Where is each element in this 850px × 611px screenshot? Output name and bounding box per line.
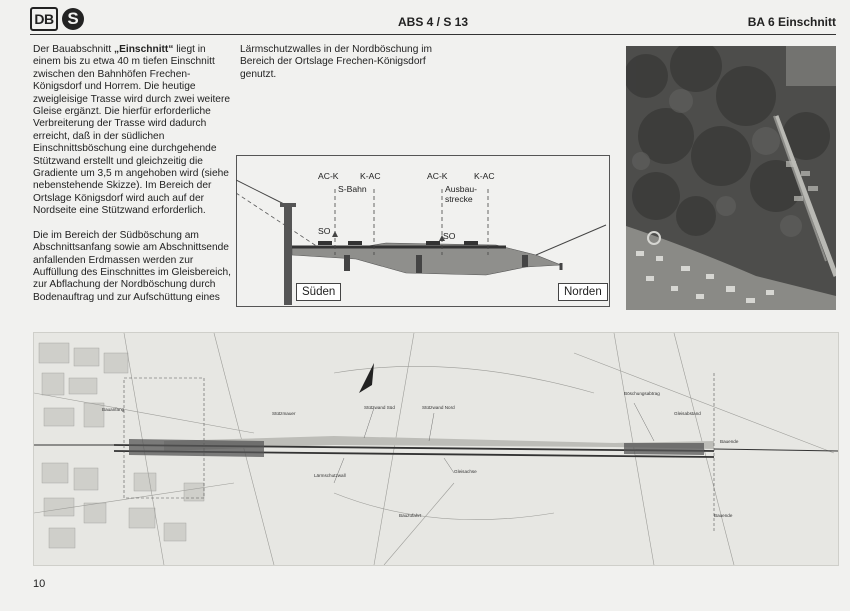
plan-label-9: Bauende xyxy=(714,513,733,518)
text-column-2 xyxy=(240,44,450,81)
plan-label-4: Bauende xyxy=(720,439,739,444)
plan-label-7: Lärmschutzwall xyxy=(314,473,346,478)
plan-label-8: Gleisachse xyxy=(454,469,477,474)
header-divider xyxy=(30,34,836,35)
plan-label-3: Stützwand Nord xyxy=(422,405,455,410)
text-column-1 xyxy=(33,44,233,316)
header-right-title: BA 6 Einschnitt xyxy=(747,15,836,29)
plan-label-11: Gleisabstand xyxy=(674,411,701,416)
plan-label-2: Stützwand Süd xyxy=(364,405,395,410)
db-s-bahn-logo xyxy=(30,7,84,31)
plan-label-1: Bauanfang xyxy=(102,407,125,412)
page-number: 10 xyxy=(33,578,46,590)
sbahn-label: S-Bahn xyxy=(338,184,367,194)
south-label: Süden xyxy=(296,283,341,301)
axis-label-4: K-AC xyxy=(474,171,495,181)
cross-section-diagram xyxy=(236,155,610,307)
ausbau-label-line1: Ausbau- xyxy=(445,184,478,194)
cross-section-drawing xyxy=(236,155,610,307)
paragraph-1: Der Bauabschnitt „Einschnitt“ liegt in einem bis zu etwa 40 m tiefen Einschnitt zwischen den Bahnhöfen Frechen-Königsdorf und Horrem. Die heutige zweigleisige Trasse wird durch zwei weitere Gleise ergänzt. Die hierfür erforderliche Verbreiterung der Trasse wird dadurch erreicht, daß in der südlichen Einschnittsböschung eine durchgehende Stützwand erstellt und gleichzeitig die Gradiente um 3,5 m angehoben wird (siehe nebenstehende Skizze). Im Bereich der Ortslage Königsdorf wird auch auf der Nordseite eine Stützwand erforderlich. xyxy=(33,44,231,217)
db-logo: DB xyxy=(30,7,58,31)
axis-label-3: AC-K xyxy=(427,171,448,181)
paragraph-3: Lärmschutzwalles in der Nordböschung im Bereich der Ortslage Frechen-Königsdorf genutzt. xyxy=(240,44,432,80)
section-name: „Einschnitt“ xyxy=(113,44,174,55)
so-label-2: SO xyxy=(443,231,456,241)
plan-label-10: Stützmauer xyxy=(272,411,296,416)
aerial-photo-image xyxy=(626,46,836,310)
so-label-1: SO xyxy=(318,226,331,236)
plan-label-6: Bauzufahrt xyxy=(399,513,422,518)
plan-label-5: Böschungsabtrag xyxy=(624,391,660,396)
north-label: Norden xyxy=(558,283,608,301)
axis-label-1: AC-K xyxy=(318,171,339,181)
axis-label-2: K-AC xyxy=(360,171,381,181)
s-bahn-logo: S xyxy=(62,8,84,30)
paragraph-2: Die im Bereich der Südböschung am Abschnittsanfang sowie am Abschnittsende anfallenden Erdmassen werden zur Auffüllung des Einschnittes im Gleisbereich, zur Abflachung der Nordböschung durch Bodenauftrag und zur Aufschüttung eines xyxy=(33,229,232,303)
header-center-title: ABS 4 / S 13 xyxy=(398,15,469,29)
site-plan-drawing xyxy=(34,333,838,565)
ausbau-label-line2: strecke xyxy=(445,194,473,204)
site-plan-map xyxy=(33,332,839,566)
aerial-photo xyxy=(626,46,836,310)
